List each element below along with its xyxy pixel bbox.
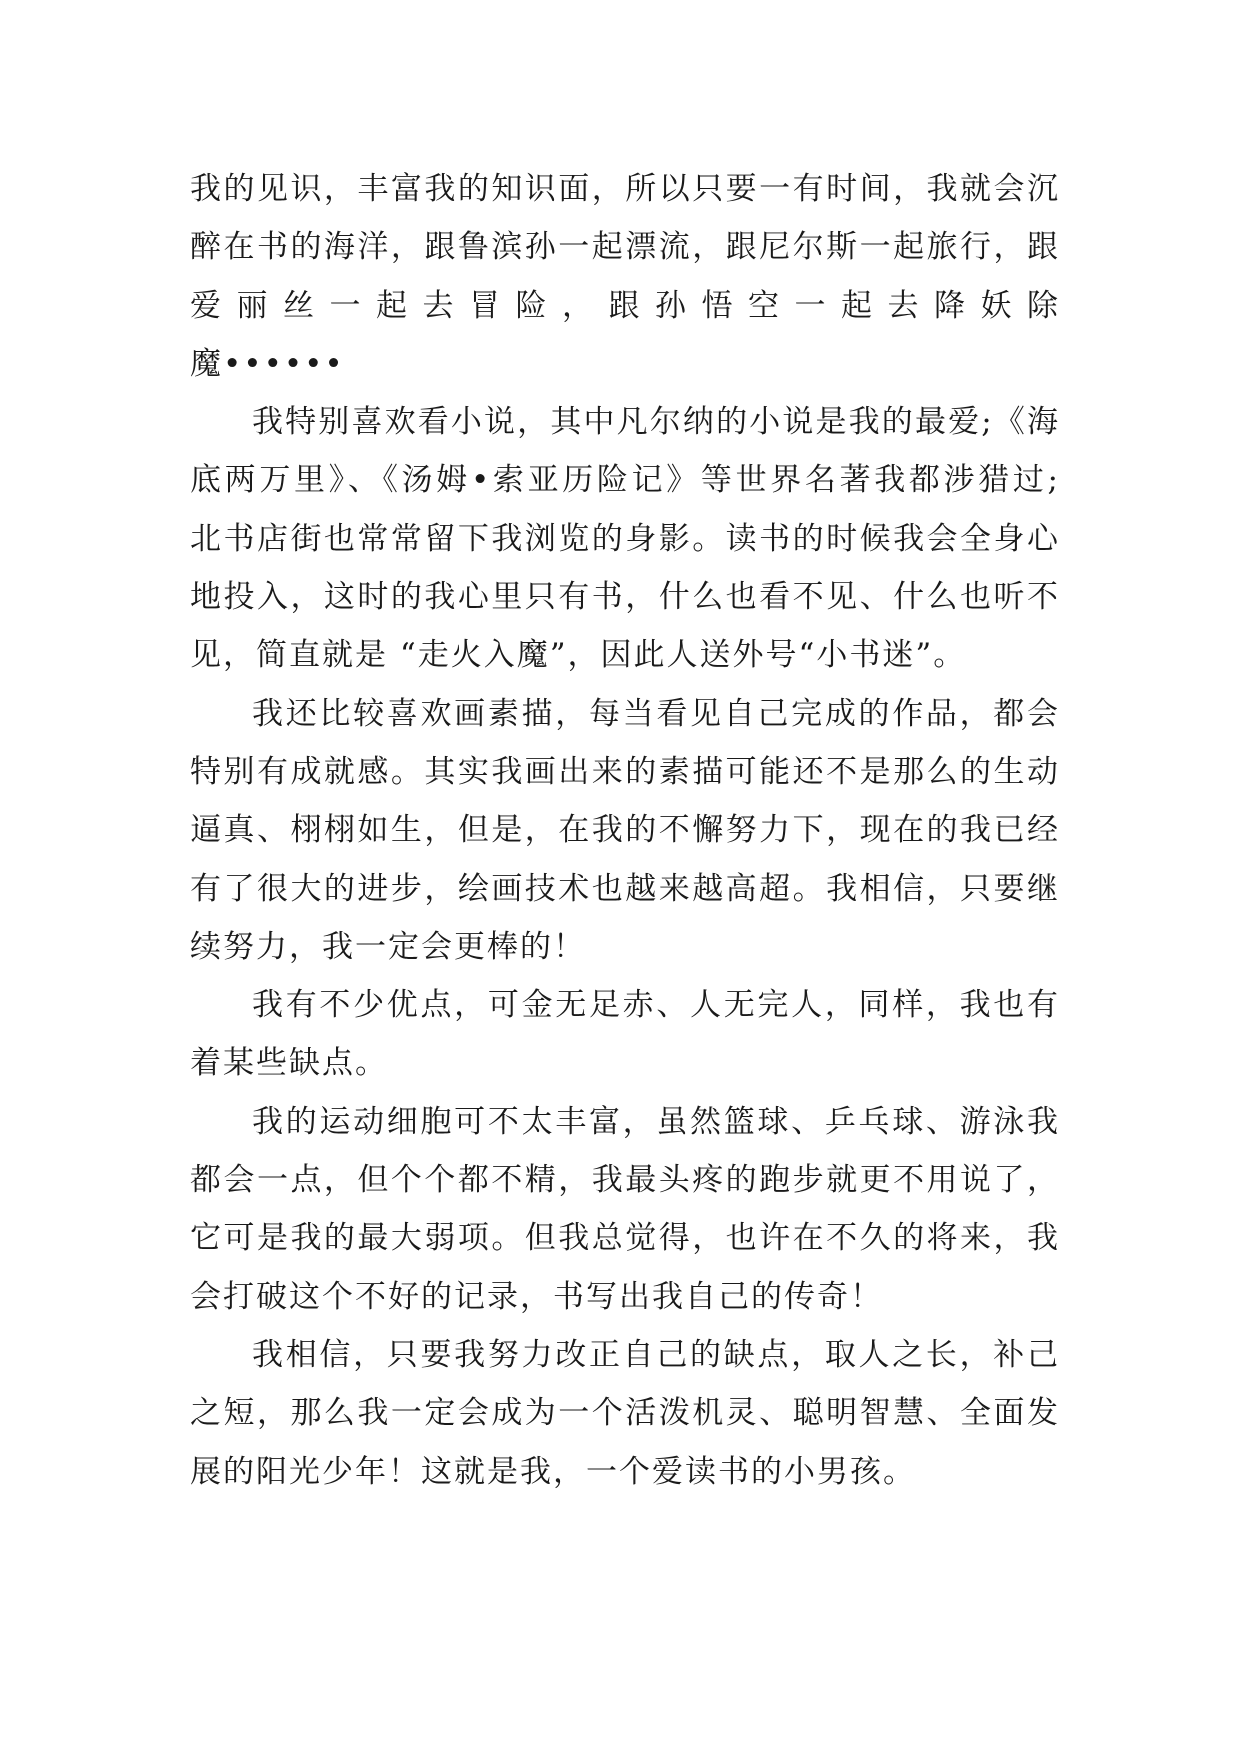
text-line: 爱丽丝一起去冒险，跟孙悟空一起去降妖除 xyxy=(190,287,1060,324)
text-line: 会打破这个不好的记录，书写出我自己的传奇！ xyxy=(190,1278,883,1315)
text-line: 我相信，只要我努力改正自己的缺点，取人之长，补己 xyxy=(252,1336,1060,1373)
text-line: 我的运动细胞可不太丰富，虽然篮球、乒乓球、游泳我 xyxy=(252,1103,1060,1140)
text-line: 我的见识，丰富我的知识面，所以只要一有时间，我就会沉 xyxy=(190,171,1060,207)
text-line: 它可是我的最大弱项。但我总觉得，也许在不久的将来，我 xyxy=(190,1220,1060,1257)
paragraph xyxy=(190,976,1060,1093)
text-line: 地投入，这时的我心里只有书，什么也看不见、什么也听不 xyxy=(190,579,1060,616)
text-line: 之短，那么我一定会成为一个活泼机灵、聪明智慧、全面发 xyxy=(190,1395,1060,1432)
text-line: 都会一点，但个个都不精，我最头疼的跑步就更不用说了， xyxy=(190,1162,1060,1199)
text-line: 我有不少优点，可金无足赤、人无完人，同样，我也有 xyxy=(252,987,1060,1024)
text-line: 特别有成就感。其实我画出来的素描可能还不是那么的生动 xyxy=(190,753,1060,790)
text-line: 续努力，我一定会更棒的！ xyxy=(190,928,586,965)
text-line: 有了很大的进步，绘画技术也越来越高超。我相信，只要继 xyxy=(190,870,1060,907)
text-line: 我特别喜欢看小说，其中凡尔纳的小说是我的最爱;《海 xyxy=(252,404,1060,441)
text-line: 魔•••••• xyxy=(190,345,345,382)
text-line: 醉在书的海洋，跟鲁滨孙一起漂流，跟尼尔斯一起旅行，跟 xyxy=(190,229,1060,266)
essay-body xyxy=(190,160,1060,1501)
text-line: 展的阳光少年！这就是我，一个爱读书的小男孩。 xyxy=(190,1453,916,1490)
paragraph xyxy=(190,393,1060,684)
text-line: 着某些缺点。 xyxy=(190,1045,388,1082)
text-line: 北书店街也常常留下我浏览的身影。读书的时候我会全身心 xyxy=(190,520,1060,557)
paragraph xyxy=(190,685,1060,976)
paragraph xyxy=(190,160,1060,393)
text-line: 见，简直就是 “走火入魔”，因此人送外号“小书迷”。 xyxy=(190,637,967,674)
text-line: 我还比较喜欢画素描，每当看见自己完成的作品，都会 xyxy=(252,695,1060,732)
text-line: 逼真、栩栩如生，但是，在我的不懈努力下，现在的我已经 xyxy=(190,812,1060,849)
paragraph xyxy=(190,1093,1060,1326)
text-line: 底两万里》、《汤姆•索亚历险记》等世界名著我都涉猎过; xyxy=(190,462,1060,499)
paragraph xyxy=(190,1326,1060,1501)
